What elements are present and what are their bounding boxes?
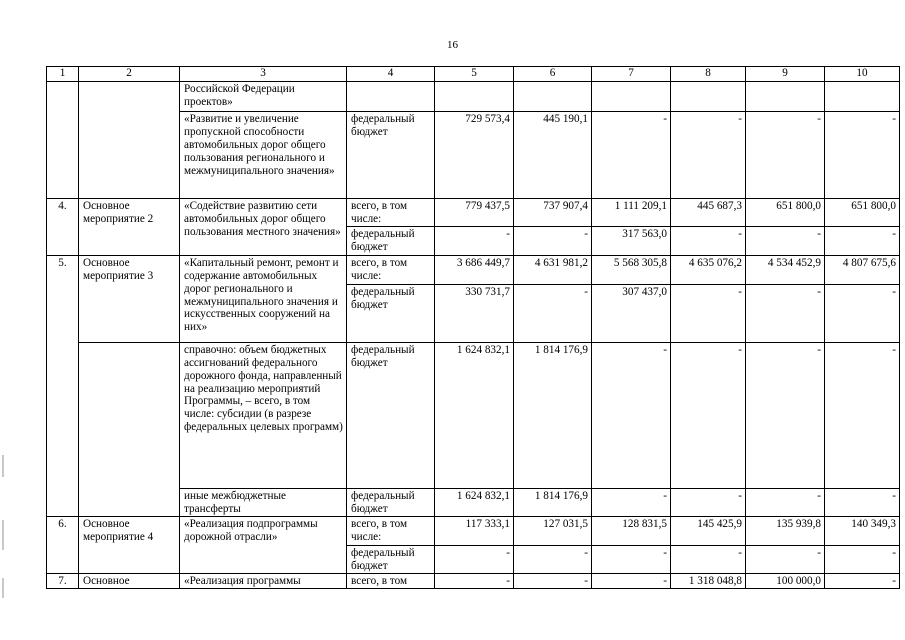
value-cell: 445 687,3 bbox=[671, 199, 746, 227]
value-cell: - bbox=[592, 545, 671, 573]
value-cell: 135 939,8 bbox=[746, 516, 825, 545]
measure-description: «Реализация подпрограммы дорожной отрасли» bbox=[180, 516, 347, 573]
funding-source: всего, в том bbox=[347, 573, 435, 588]
column-number: 6 bbox=[514, 67, 592, 82]
page-number: 16 bbox=[447, 39, 458, 51]
value-cell: 4 635 076,2 bbox=[671, 255, 746, 284]
value-cell: - bbox=[671, 545, 746, 573]
funding-source: федеральный бюджет bbox=[347, 226, 435, 255]
measure-description: «Развитие и увеличение пропускной способности автомобильных дорог общего пользования регионального и межмуниципального значения» bbox=[180, 112, 347, 199]
table-row bbox=[47, 573, 900, 588]
scan-margin-marks bbox=[0, 0, 6, 640]
value-cell: 651 800,0 bbox=[746, 199, 825, 227]
value-cell bbox=[825, 82, 900, 112]
value-cell: 3 686 449,7 bbox=[435, 255, 514, 284]
value-cell: 737 907,4 bbox=[514, 199, 592, 227]
value-cell: 4 534 452,9 bbox=[746, 255, 825, 284]
value-cell: - bbox=[825, 488, 900, 516]
value-cell: - bbox=[825, 112, 900, 199]
value-cell bbox=[592, 82, 671, 112]
measure-description: «Реализация программы bbox=[180, 573, 347, 588]
funding-source: всего, в том числе: bbox=[347, 199, 435, 227]
value-cell: - bbox=[746, 226, 825, 255]
measure-name-cell: Основное мероприятие 3 bbox=[79, 255, 180, 342]
row-number-cell: 7. bbox=[47, 573, 79, 588]
funding-source: федеральный бюджет bbox=[347, 284, 435, 342]
column-number: 5 bbox=[435, 67, 514, 82]
value-cell: - bbox=[592, 573, 671, 588]
value-cell: 1 624 832,1 bbox=[435, 488, 514, 516]
table-header-row bbox=[47, 67, 900, 82]
value-cell: - bbox=[514, 545, 592, 573]
measure-name-cell: Основное bbox=[79, 573, 180, 588]
value-cell: 117 333,1 bbox=[435, 516, 514, 545]
value-cell: 317 563,0 bbox=[592, 226, 671, 255]
row-number-cell bbox=[47, 82, 79, 199]
value-cell: - bbox=[514, 284, 592, 342]
value-cell: 1 814 176,9 bbox=[514, 488, 592, 516]
column-number: 10 bbox=[825, 67, 900, 82]
value-cell: - bbox=[746, 545, 825, 573]
value-cell: - bbox=[435, 545, 514, 573]
column-number: 8 bbox=[671, 67, 746, 82]
value-cell: - bbox=[746, 284, 825, 342]
value-cell: 127 031,5 bbox=[514, 516, 592, 545]
value-cell: 5 568 305,8 bbox=[592, 255, 671, 284]
row-number-cell: 6. bbox=[47, 516, 79, 573]
value-cell bbox=[671, 82, 746, 112]
column-number: 7 bbox=[592, 67, 671, 82]
value-cell bbox=[746, 82, 825, 112]
value-cell: - bbox=[746, 112, 825, 199]
measure-description: «Капитальный ремонт, ремонт и содержание автомобильных дорог регионального и межмуниципального значения и искусственных сооружений на них» bbox=[180, 255, 347, 342]
value-cell bbox=[435, 82, 514, 112]
value-cell: - bbox=[514, 573, 592, 588]
measure-name-cell bbox=[79, 342, 180, 516]
value-cell: - bbox=[825, 226, 900, 255]
measure-name-cell: Основное мероприятие 4 bbox=[79, 516, 180, 573]
measure-description: иные межбюджетные трансферты bbox=[180, 488, 347, 516]
value-cell: 1 624 832,1 bbox=[435, 342, 514, 488]
value-cell: - bbox=[514, 226, 592, 255]
value-cell: 145 425,9 bbox=[671, 516, 746, 545]
value-cell: 330 731,7 bbox=[435, 284, 514, 342]
value-cell: 128 831,5 bbox=[592, 516, 671, 545]
value-cell: - bbox=[825, 284, 900, 342]
table-row bbox=[47, 342, 900, 488]
funding-source: федеральный бюджет bbox=[347, 488, 435, 516]
value-cell: - bbox=[671, 226, 746, 255]
funding-source: всего, в том числе: bbox=[347, 255, 435, 284]
value-cell: 445 190,1 bbox=[514, 112, 592, 199]
financing-table bbox=[46, 66, 900, 589]
value-cell: 1 814 176,9 bbox=[514, 342, 592, 488]
column-number: 3 bbox=[180, 67, 347, 82]
funding-source bbox=[347, 82, 435, 112]
row-number-cell: 5. bbox=[47, 255, 79, 516]
table-row bbox=[47, 516, 900, 545]
measure-description: справочно: объем бюджетных ассигнований федерального дорожного фонда, направленный на реализацию мероприятий Программы, – всего, в том числе: субсидии (в разрезе федеральных целевых программ) bbox=[180, 342, 347, 488]
value-cell: - bbox=[592, 342, 671, 488]
value-cell: - bbox=[746, 342, 825, 488]
row-number-cell: 4. bbox=[47, 199, 79, 256]
funding-source: федеральный бюджет bbox=[347, 545, 435, 573]
value-cell: - bbox=[825, 573, 900, 588]
column-number: 1 bbox=[47, 67, 79, 82]
value-cell: - bbox=[671, 342, 746, 488]
column-number: 2 bbox=[79, 67, 180, 82]
value-cell: - bbox=[671, 112, 746, 199]
value-cell: - bbox=[825, 342, 900, 488]
value-cell: - bbox=[671, 488, 746, 516]
value-cell: 100 000,0 bbox=[746, 573, 825, 588]
value-cell: 4 807 675,6 bbox=[825, 255, 900, 284]
funding-source: федеральный бюджет bbox=[347, 112, 435, 199]
value-cell: 4 631 981,2 bbox=[514, 255, 592, 284]
value-cell bbox=[514, 82, 592, 112]
value-cell: - bbox=[435, 226, 514, 255]
value-cell: - bbox=[435, 573, 514, 588]
table-row bbox=[47, 199, 900, 227]
table-row bbox=[47, 255, 900, 284]
value-cell: 729 573,4 bbox=[435, 112, 514, 199]
value-cell: 651 800,0 bbox=[825, 199, 900, 227]
value-cell: - bbox=[671, 284, 746, 342]
value-cell: - bbox=[825, 545, 900, 573]
funding-source: федеральный бюджет bbox=[347, 342, 435, 488]
value-cell: - bbox=[746, 488, 825, 516]
value-cell: 779 437,5 bbox=[435, 199, 514, 227]
value-cell: - bbox=[592, 488, 671, 516]
column-number: 9 bbox=[746, 67, 825, 82]
measure-description: «Содействие развитию сети автомобильных дорог общего пользования местного значения» bbox=[180, 199, 347, 256]
measure-name-cell bbox=[79, 82, 180, 199]
value-cell: 1 318 048,8 bbox=[671, 573, 746, 588]
funding-source: всего, в том числе: bbox=[347, 516, 435, 545]
measure-description: Российской Федерации проектов» bbox=[180, 82, 347, 112]
value-cell: 1 111 209,1 bbox=[592, 199, 671, 227]
value-cell: - bbox=[592, 112, 671, 199]
measure-name-cell: Основное мероприятие 2 bbox=[79, 199, 180, 256]
table-row bbox=[47, 82, 900, 112]
value-cell: 140 349,3 bbox=[825, 516, 900, 545]
value-cell: 307 437,0 bbox=[592, 284, 671, 342]
column-number: 4 bbox=[347, 67, 435, 82]
